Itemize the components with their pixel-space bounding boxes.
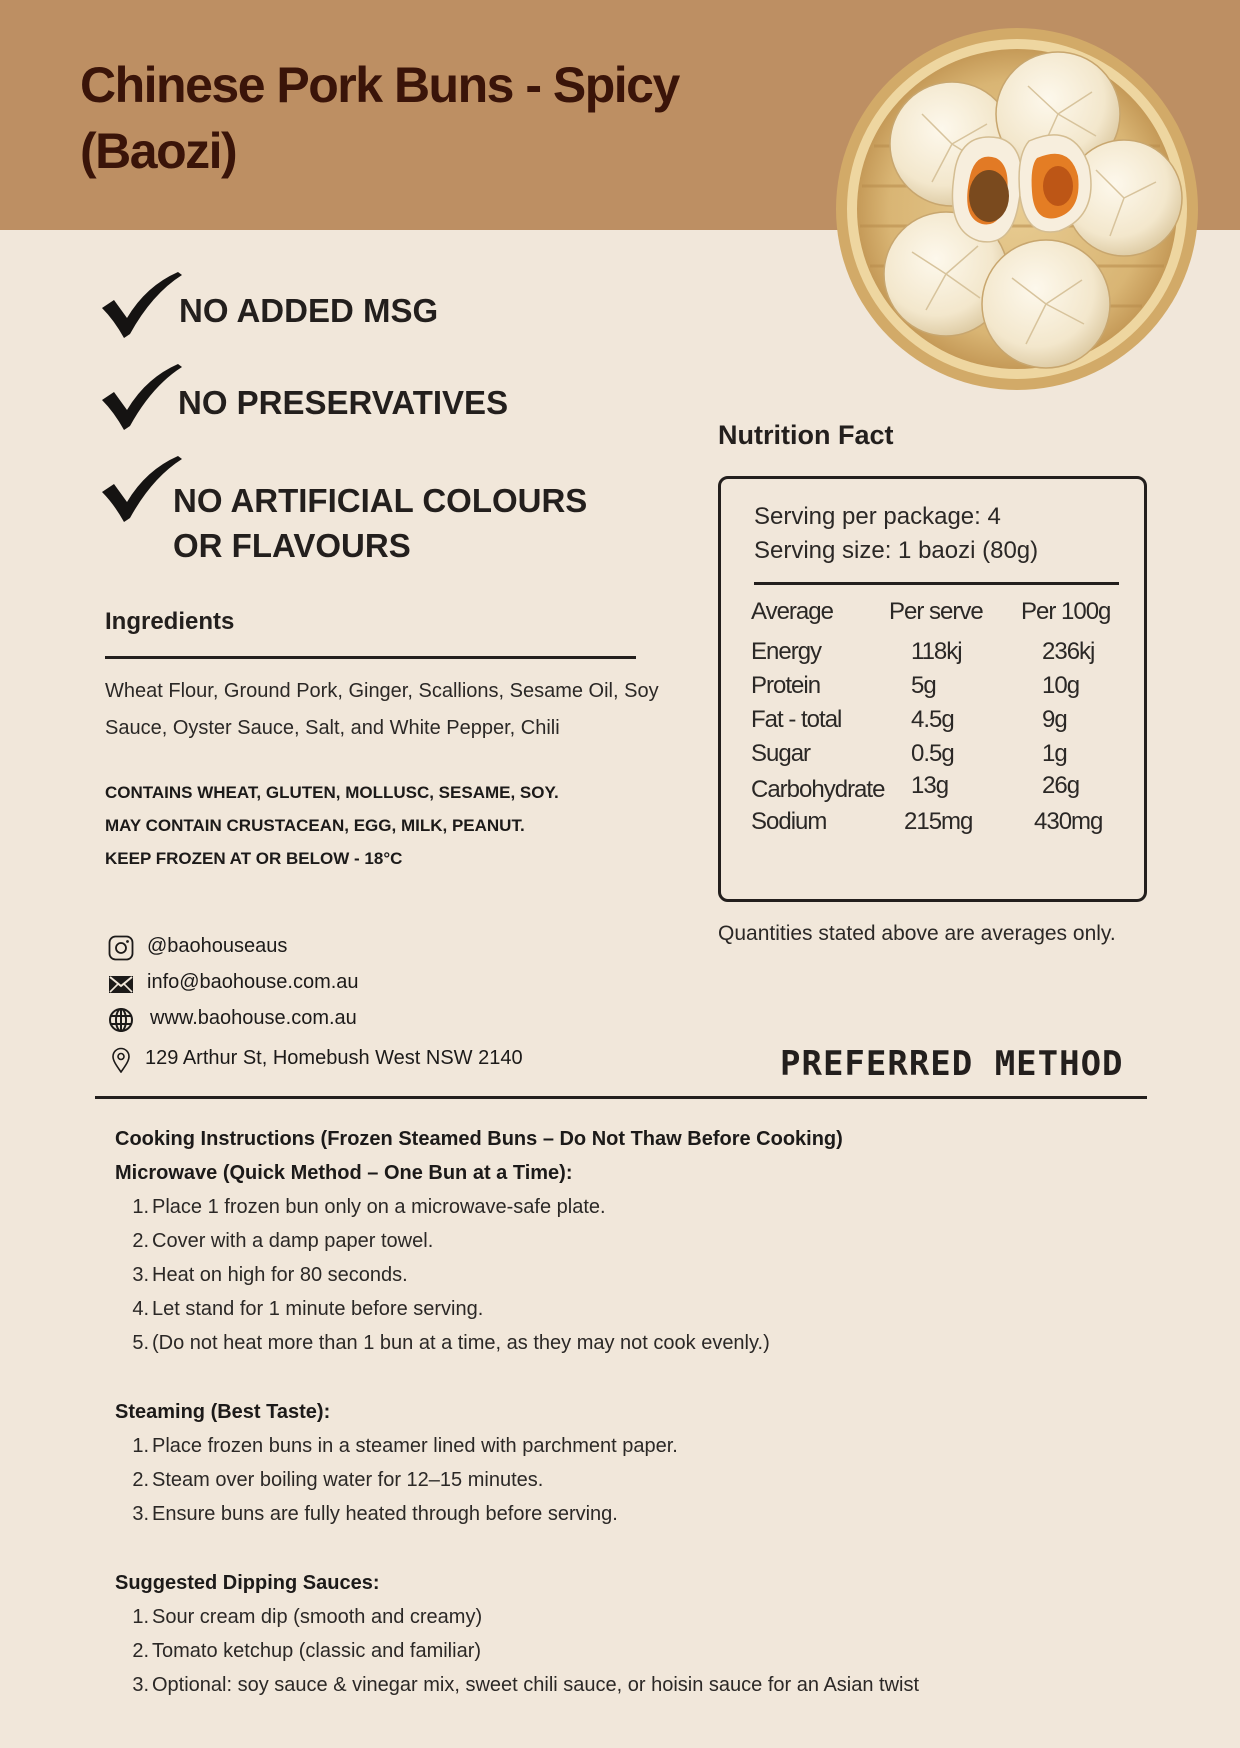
- list-item: 5 . (Do not heat more than 1 bun at a time, as they may not cook evenly.): [115, 1326, 1145, 1360]
- list-item: 2 . Tomato ketchup (classic and familiar): [115, 1634, 1145, 1668]
- step-text: Sour cream dip (smooth and creamy): [152, 1606, 483, 1628]
- step-text: Place 1 frozen bun only on a microwave-safe plate.: [152, 1196, 606, 1218]
- per-100g-value: 10g: [1042, 672, 1080, 699]
- per-100g-value: 430mg: [1034, 808, 1103, 835]
- website-url: www.baohouse.com.au: [150, 1007, 357, 1029]
- email-address: info@baohouse.com.au: [147, 971, 359, 993]
- list-item: 3 . Ensure buns are fully heated through before serving.: [115, 1497, 1145, 1531]
- claim-no-added-msg: [100, 272, 520, 338]
- checkmark-icon: [100, 364, 182, 430]
- baozi-steamer-photo: [834, 26, 1200, 392]
- instructions-divider: [95, 1096, 1147, 1099]
- list-item: 1 . Place frozen buns in a steamer lined with parchment paper.: [115, 1429, 1145, 1463]
- serving-size: Serving size: 1 baozi (80g): [754, 537, 1039, 564]
- column-header: Per serve: [889, 598, 983, 625]
- nutrient-name: Energy: [751, 638, 822, 665]
- cooking-instructions: [115, 1122, 1145, 1702]
- per-serve-value: 4.5g: [911, 706, 954, 733]
- nutrient-name: Protein: [751, 672, 821, 699]
- nutrient-name: Fat - total: [751, 706, 842, 733]
- per-100g-value: 1g: [1042, 740, 1067, 767]
- claim-text: NO PRESERVATIVES: [178, 384, 509, 421]
- allergen-statement: [105, 776, 705, 875]
- nutrition-header-row: [751, 598, 1131, 630]
- nutrition-row-fat: [751, 706, 1131, 738]
- dipping-sauces-heading: Suggested Dipping Sauces:: [115, 1572, 380, 1594]
- checkmark-icon: [100, 456, 182, 522]
- storage-instruction: KEEP FROZEN AT OR BELOW - 18°C: [105, 849, 403, 868]
- preferred-method-heading: PREFERRED METHOD: [780, 1044, 1124, 1084]
- nutrition-row-sugar: [751, 740, 1131, 772]
- list-item: 3 . Heat on high for 80 seconds.: [115, 1258, 1145, 1292]
- step-text: Place frozen buns in a steamer lined with parchment paper.: [152, 1435, 678, 1457]
- nutrient-name: Carbohydrate: [751, 776, 885, 803]
- step-text: Optional: soy sauce & vinegar mix, sweet chili sauce, or hoisin sauce for an Asian twist: [152, 1674, 920, 1696]
- per-serve-value: 13g: [911, 772, 949, 799]
- nutrient-name: Sodium: [751, 808, 827, 835]
- nutrition-row-sodium: [751, 808, 1131, 840]
- product-title: [80, 52, 780, 184]
- nutrient-name: Sugar: [751, 740, 811, 767]
- steaming-heading: Steaming (Best Taste):: [115, 1401, 331, 1423]
- step-text: Cover with a damp paper towel.: [152, 1230, 434, 1252]
- nutrition-note: Quantities stated above are averages only.: [718, 922, 1116, 945]
- ingredients-divider: [105, 656, 636, 659]
- instagram-handle: @baohouseaus: [147, 935, 288, 957]
- allergen-contains: CONTAINS WHEAT, GLUTEN, MOLLUSC, SESAME, SOY.: [105, 783, 559, 802]
- step-text: Let stand for 1 minute before serving.: [152, 1298, 484, 1320]
- location-pin-icon: [108, 1047, 134, 1073]
- instructions-title: Cooking Instructions (Frozen Steamed Buns – Do Not Thaw Before Cooking): [115, 1128, 843, 1150]
- list-item: 3 . Optional: soy sauce & vinegar mix, sweet chili sauce, or hoisin sauce for an Asian twist: [115, 1668, 1145, 1702]
- allergen-may-contain: MAY CONTAIN CRUSTACEAN, EGG, MILK, PEANUT.: [105, 816, 525, 835]
- checkmark-icon: [100, 272, 182, 338]
- claim-no-preservatives: [100, 364, 560, 430]
- street-address: 129 Arthur St, Homebush West NSW 2140: [145, 1047, 523, 1069]
- claim-text-line-2: OR FLAVOURS: [173, 527, 411, 564]
- claim-text: NO ADDED MSG: [179, 292, 439, 329]
- ingredients-list: Wheat Flour, Ground Pork, Ginger, Scallions, Sesame Oil, Soy Sauce, Oyster Sauce, Salt, and White Pepper, Chili: [105, 680, 659, 739]
- nutrition-row-protein: [751, 672, 1131, 704]
- contact-email[interactable]: [108, 969, 408, 997]
- nutrition-row-carbohydrate: [751, 772, 1131, 808]
- per-100g-value: 236kj: [1042, 638, 1095, 665]
- serving-per-package: Serving per package: 4: [754, 503, 1001, 530]
- per-serve-value: 118kj: [911, 638, 962, 665]
- per-serve-value: 5g: [911, 672, 936, 699]
- per-serve-value: 215mg: [904, 808, 973, 835]
- ingredients-heading: Ingredients: [105, 608, 235, 635]
- nutrition-panel: [718, 476, 1147, 902]
- claim-text-line-1: NO ARTIFICIAL COLOURS: [173, 482, 588, 519]
- product-title-line-1: Chinese Pork Buns - Spicy: [80, 57, 679, 113]
- nutrition-row-energy: [751, 638, 1131, 670]
- contact-address: [108, 1045, 548, 1073]
- step-text: Heat on high for 80 seconds.: [152, 1264, 408, 1286]
- claim-no-artificial-colours: [100, 456, 620, 566]
- step-text: (Do not heat more than 1 bun at a time, as they may not cook evenly.): [152, 1332, 770, 1354]
- list-item: 4 . Let stand for 1 minute before serving.: [115, 1292, 1145, 1326]
- list-item: 2 . Cover with a damp paper towel.: [115, 1224, 1145, 1258]
- per-100g-value: 9g: [1042, 706, 1067, 733]
- product-title-line-2: (Baozi): [80, 123, 237, 179]
- instagram-icon: [108, 935, 134, 961]
- microwave-heading: Microwave (Quick Method – One Bun at a Time):: [115, 1162, 573, 1184]
- contact-website[interactable]: [108, 1005, 408, 1033]
- step-text: Tomato ketchup (classic and familiar): [152, 1640, 482, 1662]
- envelope-icon: [108, 971, 134, 997]
- list-item: 1 . Sour cream dip (smooth and creamy): [115, 1600, 1145, 1634]
- list-item: 2 . Steam over boiling water for 12–15 minutes.: [115, 1463, 1145, 1497]
- per-serve-value: 0.5g: [911, 740, 954, 767]
- step-text: Ensure buns are fully heated through before serving.: [152, 1503, 618, 1525]
- column-header: Per 100g: [1021, 598, 1111, 625]
- contact-instagram[interactable]: [108, 933, 408, 961]
- list-item: 1 . Place 1 frozen bun only on a microwave-safe plate.: [115, 1190, 1145, 1224]
- nutrition-heading: Nutrition Fact: [718, 420, 894, 450]
- step-text: Steam over boiling water for 12–15 minutes.: [152, 1469, 544, 1491]
- per-100g-value: 26g: [1042, 772, 1080, 799]
- nutrition-divider: [754, 582, 1119, 585]
- column-header: Average: [751, 598, 833, 625]
- globe-icon: [108, 1007, 134, 1033]
